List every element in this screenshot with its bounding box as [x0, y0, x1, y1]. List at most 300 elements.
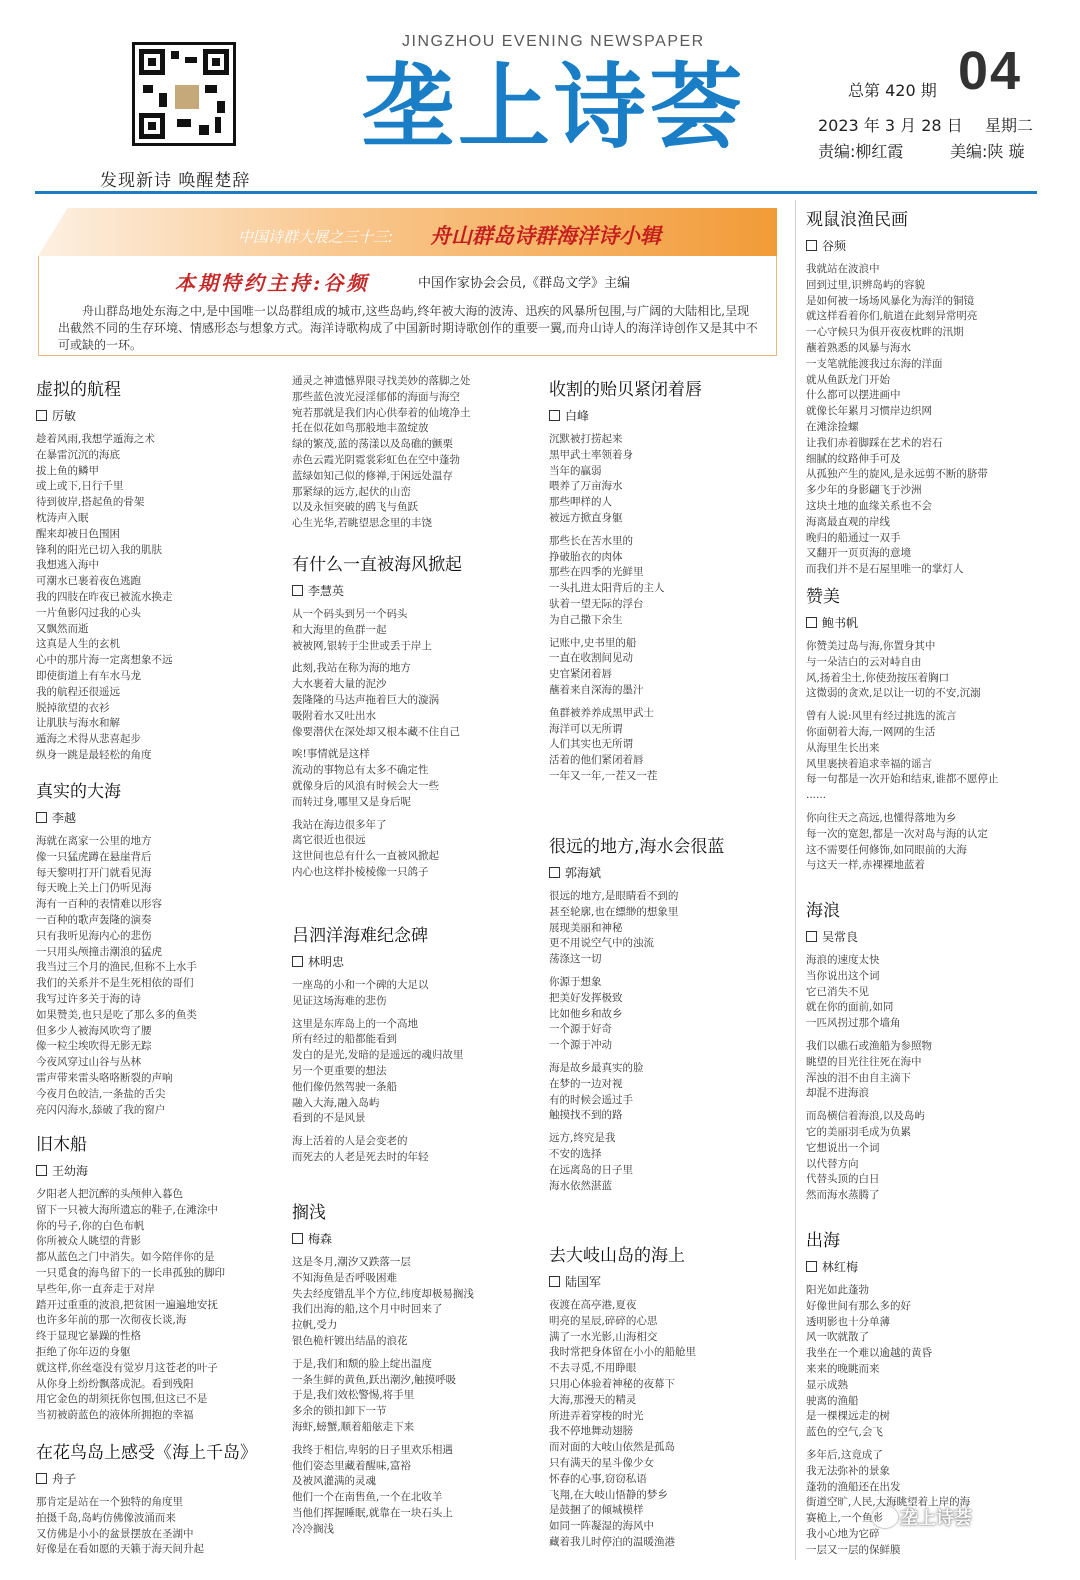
poem-author: 舟子: [36, 1470, 276, 1487]
designer-credit: 美编:陕 璇: [950, 142, 1025, 161]
poem-line: 以及永恒突破的鸥飞与鱼跃: [292, 501, 418, 514]
poem-line: 让我们赤着脚踩在艺术的岩石: [806, 436, 943, 449]
poem-body: [36, 432, 276, 764]
poem-line: 唉!事情就是这样: [292, 748, 370, 761]
poem-line: 脱掉欲望的衣衫: [36, 701, 110, 714]
poem-author: 林红梅: [806, 1258, 1042, 1275]
poem-line: 银色桅杆镀出结晶的浪花: [292, 1334, 408, 1347]
host-role: 中国作家协会会员,《群岛文学》主编: [418, 276, 631, 291]
poem-author: 王幼海: [36, 1162, 276, 1179]
poem-line: ......: [806, 789, 827, 802]
poem-author: 梅森: [292, 1230, 532, 1247]
poem-line: 或上或下,日行千里: [36, 480, 124, 493]
poem-line: 我的航程还很遥远: [36, 685, 120, 698]
poem-line: 我时常把身体留在小小的船舱里: [549, 1346, 696, 1359]
poem-line: 这是冬月,潮汐又跌落一层: [292, 1256, 411, 1268]
poem-line: [549, 699, 785, 706]
poem-line: 又飘然而逝: [36, 622, 89, 635]
wechat-icon: [872, 1506, 898, 1528]
poem-line: 我当过三个月的渔民,但称不上水手: [36, 961, 197, 974]
poem-line: 又翻开一页页海的意境: [806, 547, 911, 560]
poem-line: 拉帆,受力: [292, 1319, 338, 1332]
poem-line: 阳光如此蓬勃: [806, 1284, 869, 1296]
poem-line: 但多少人被海风吹弯了腰: [36, 1024, 152, 1037]
poem-line: 拔上鱼的鳞甲: [36, 464, 99, 477]
poem: [292, 550, 532, 881]
poem-line: 风里裹挟着追求幸福的谣言: [806, 757, 932, 770]
poem-line: 与一朵洁白的云对峙自由: [806, 655, 922, 668]
poem-body: [292, 374, 532, 532]
poem-line: 早些年,你一直奔走于对岸: [36, 1282, 155, 1295]
poem-line: 藏着我儿时停泊的温暖渔港: [549, 1535, 675, 1548]
poem-line: 喂养了万亩海水: [549, 480, 623, 493]
poem-line: 都从蓝色之门中消失。如今陪伴你的是: [36, 1251, 215, 1264]
poem-line: 我站在海边很多年了: [292, 818, 387, 831]
poem-title: 有什么一直被海风掀起: [292, 555, 462, 575]
poem-line: 在暴雷沉沉的海底: [36, 448, 120, 461]
poem-line: 海上活着的人是会变老的: [292, 1135, 408, 1148]
poem-line: 宛若那就是我们内心供奉着的仙境净土: [292, 406, 471, 419]
masthead-title: 垄上诗荟: [362, 54, 747, 161]
poem-line: 那些蓝色波光浸淫郁郁的海面与海空: [292, 390, 460, 403]
poem-line: 绿的繁茂,蓝的荡漾以及岛礁的颤栗: [292, 438, 453, 451]
poem-line: 一片鱼影闪过我的心头: [36, 606, 141, 619]
poem-line: 遁海之术得从悲喜起步: [36, 733, 141, 746]
poem-line: [806, 1032, 1042, 1039]
poem-title: 海浪: [806, 901, 840, 921]
poem-line: 沉默被打捞起来: [549, 433, 623, 445]
poem-line: 待到彼岸,搭起鱼的骨架: [36, 496, 145, 509]
poem-line: 飞翔,在大岐山悟静的梦乡: [549, 1488, 668, 1501]
poem-line: 那些呷样的人: [549, 496, 612, 509]
poem-line: [549, 527, 785, 534]
poem-line: 你赞美过岛与海,你置身其中: [806, 640, 936, 652]
poem-line: 我们出海的船,这个月中时回来了: [292, 1303, 443, 1316]
poem-line: 更不用说空气中的浊流: [549, 937, 654, 950]
poem: [806, 205, 1042, 578]
poem-line: 蘸着熟悉的风暴与海水: [806, 341, 911, 354]
poem-line: 所有经过的船都能看到: [292, 1033, 397, 1046]
poem-line: 蓝绿如知己似的修禅,于闲远处温存: [292, 469, 453, 482]
poem-line: 却混不进海浪: [806, 1087, 869, 1100]
poem-line: 展现美丽和神秘: [549, 921, 623, 934]
poem-line: 透明影也十分单薄: [806, 1315, 890, 1328]
poem-line: 就这样看着你们,航道在此刻异常明亮: [806, 310, 978, 323]
poem-line: 是鼓捆了的倾城模样: [549, 1504, 644, 1517]
poem-line: 那些长在苦水里的: [549, 534, 633, 547]
poem-line: 今夜风穿过山谷与丛林: [36, 1056, 141, 1069]
poem: [806, 582, 1042, 874]
poem-line: 而岛横信着海浪,以及岛屿: [806, 1110, 925, 1123]
poem-line: 如果赞美,也只是吃了那么多的鱼类: [36, 1008, 197, 1021]
poem-body: [549, 432, 785, 785]
poem-title: 吕泗洋海难纪念碑: [292, 926, 428, 946]
poem-line: 在梦的一边对视: [549, 1077, 623, 1090]
poem-title: 收割的贻贝紧闭着唇: [549, 380, 702, 400]
poem-line: 史官紧闭着唇: [549, 668, 612, 681]
poem-line: 细腻的纹路伸手可及: [806, 452, 901, 465]
poem-author: 谷频: [806, 237, 1042, 254]
poem-line: 当年的贏弱: [549, 464, 602, 477]
poem-line: 在远离岛的日子里: [549, 1163, 633, 1176]
poem: [36, 1438, 276, 1558]
poem-line: 眺望的目光往往死在海中: [806, 1055, 922, 1068]
poem-line: 亮闪闪海水,舔破了我的窗户: [36, 1103, 166, 1116]
poem-line: 拍摄千岛,岛屿仿佛像波涌而来: [36, 1511, 176, 1524]
poem-line: 远方,终究是我: [549, 1132, 616, 1145]
poem-line: 曾有人说:风里有经过挑选的流言: [806, 710, 957, 723]
poem-line: 用它金色的胡须抚你包围,但这已不是: [36, 1393, 208, 1406]
poem-line: 像要潜伏在深处却又根本藏不住自己: [292, 725, 460, 738]
poem-title: 真实的大海: [36, 782, 121, 802]
poem-line: 风,扬着尘土,你使劲按压着胸口: [806, 671, 950, 684]
poem: [549, 1241, 785, 1551]
poem: [549, 832, 785, 1194]
poem-line: 明亮的星辰,碎碎的心思: [549, 1314, 658, 1327]
poem-line: 一个源于冲动: [549, 1039, 612, 1052]
poem-line: 多少年的身影翩飞于沙洲: [806, 484, 922, 497]
poem-line: 一百种的歌声轰隆的演奏: [36, 913, 152, 926]
poem-line: 通灵之神遗憾界限寻找美妙的落脚之处: [292, 375, 471, 387]
poem-line: 怀春的心事,窃窃私语: [549, 1472, 647, 1485]
qr-code: [132, 42, 236, 146]
poem-line: 什么都可以摆进画中: [806, 389, 901, 402]
publish-date: 2023 年 3 月 28 日: [818, 116, 963, 135]
poem-title: 赞美: [806, 587, 840, 607]
poem-line: 只有满天的星斗像少女: [549, 1456, 654, 1469]
poem-line: 今夜月色皎洁,一条盐的舌尖: [36, 1087, 166, 1100]
poem-line: 你的号子,你的白色布帆: [36, 1219, 145, 1232]
poem: [36, 1130, 276, 1424]
poem-title: 旧木船: [36, 1135, 87, 1155]
poem-line: 这真是人生的玄机: [36, 638, 120, 651]
poem-author: 李越: [36, 809, 276, 826]
poem-body: [549, 889, 785, 1194]
poem-line: 踏开过重重的波浪,把贫困一遍遍地安抚: [36, 1298, 218, 1311]
poem-line: 以代替方向: [806, 1157, 859, 1170]
poem-line: 鱼群被养养成黑甲武士: [549, 706, 654, 719]
poem-body: [549, 1298, 785, 1551]
poem-line: 又仿佛是小小的盆景摆放在圣湖中: [36, 1527, 194, 1540]
poem-line: 蓝色的空气,会飞: [806, 1426, 883, 1439]
poem-line: 一直在收割间见动: [549, 652, 633, 665]
poem-line: 驶离的渔船: [806, 1394, 859, 1407]
poem-line: 你面朝着大海,一网网的生活: [806, 725, 936, 738]
poem-line: 当他们挥握睡眠,就靠在一块石头上: [292, 1506, 453, 1519]
poem-author: 鲍书帆: [806, 614, 1042, 631]
poem-line: 而对面的大岐山依然是孤岛: [549, 1441, 675, 1454]
poem-line: 我就站在波浪中: [806, 263, 880, 275]
poem-line: 一头扎进太阳背后的主人: [549, 582, 665, 595]
poem-line: 当初被蔚蓝色的液体所拥抱的幸福: [36, 1409, 194, 1422]
poem-line: 他们一个在南售鱼,一个在北收羊: [292, 1491, 443, 1504]
poem-line: 你向往天之高远,也懂得落地为乡: [806, 811, 957, 824]
poem-line: 我的四肢在昨夜已被流水换走: [36, 590, 173, 603]
poem-author: 吴常良: [806, 928, 1042, 945]
poem-line: 我们以礁石或渔船为参照物: [806, 1039, 932, 1052]
poem-line: 那些在四季的光鲜里: [549, 566, 644, 579]
weekday: 星期二: [985, 116, 1034, 135]
poem-line: 像一只猛虎蹲在悬崖背后: [36, 850, 152, 863]
poem-body: [36, 1187, 276, 1424]
poem-line: 纵身一跳是最轻松的角度: [36, 748, 152, 761]
poem-line: 大海,那漫天的精灵: [549, 1393, 637, 1406]
poem: [806, 896, 1042, 1204]
poem-line: [549, 1054, 785, 1061]
poem-line: 醒来却被日色围困: [36, 527, 120, 540]
poem-line: 好像世间有那么多的好: [806, 1299, 911, 1312]
poem-line: 而死去的人老是死去时的年轻: [292, 1150, 429, 1163]
poem-line: 及被风灌满的灵魂: [292, 1475, 376, 1488]
poem-line: [292, 1436, 532, 1443]
poem-line: 比如他乡和故乡: [549, 1007, 623, 1020]
poem-line: 看到的不是风景: [292, 1112, 366, 1125]
poem-author: 林明忠: [292, 953, 532, 970]
poem-line: [806, 1441, 1042, 1448]
poem-line: 这微弱的贪欢,足以让一切的不安,沉溺: [806, 687, 981, 700]
poem-line: 满了一水光影,山海相交: [549, 1330, 658, 1343]
poem-line: 这世间也总有什么一直被风掀起: [292, 850, 439, 863]
poem-title: 去大岐山岛的海上: [549, 1246, 685, 1266]
poem-line: 另一个更重要的想法: [292, 1064, 387, 1077]
poem-body: [806, 953, 1042, 1204]
poem-line: 流动的事物总有太多不确定性: [292, 764, 429, 777]
poem-line: 于是,我们效松警惕,将手里: [292, 1389, 415, 1402]
poem-body: [806, 639, 1042, 874]
poem-line: 不安的选择: [549, 1147, 602, 1160]
poem-line: 在滩涂捡螺: [806, 420, 859, 433]
feature-title: 舟山群岛诗群海洋诗小辑: [430, 224, 661, 248]
feature-intro: 舟山群岛地处东海之中,是中国唯一以岛群组成的城市,这些岛屿,终年被大海的波涛、迅疾的风暴所包围,与广阔的大陆相比,呈现出截然不同的生存环境、情感形态与想象方式。海洋诗歌构成了中国新时期诗歌创作的重要一翼,而舟山诗人的海洋诗创作又是其中不可或缺的一环。: [58, 304, 758, 352]
poem-line: 海水依然湛蓝: [549, 1179, 612, 1192]
poem-author: 陆国军: [549, 1273, 785, 1290]
poem-title: 虚拟的航程: [36, 380, 121, 400]
poem-line: 街道空旷,人民,大海眺望着上岸的海: [806, 1496, 971, 1509]
poem-line: 一个源于好奇: [549, 1023, 612, 1036]
poem-line: 被被网,银转于尘世或丢于岸上: [292, 639, 432, 652]
poem-line: 此刻,我站在称为海的地方: [292, 662, 411, 675]
poem-line: 轰隆隆的马达声拖着巨大的漩涡: [292, 693, 439, 706]
poem: [36, 375, 276, 764]
poem-line: 锋利的阳光已切入我的肌肤: [36, 543, 162, 556]
poem-line: 从你身上纷纷飘落成泥。看到残阳: [36, 1377, 194, 1390]
poem-author: 白峰: [549, 407, 785, 424]
poem-line: 有的时候会遥过手: [549, 1093, 633, 1106]
poem-line: 拒绝了你年迈的身躯: [36, 1345, 131, 1358]
poem-line: 风一吹就散了: [806, 1331, 869, 1344]
poem-line: 甚至轮廓,也在缥缈的想象里: [549, 905, 679, 918]
poem-line: 海就在离家一公里的地方: [36, 835, 152, 847]
poem-line: 终于显现它暴躁的性格: [36, 1330, 141, 1343]
poem-body: [806, 262, 1042, 578]
poem-line: 发白的是光,发暗的是遥远的魂归故里: [292, 1049, 464, 1062]
poem-line: 像一粒尘埃吹得无影无踪: [36, 1040, 152, 1053]
poem-line: 只用心体验着神秘的夜幕下: [549, 1377, 675, 1390]
poem-line: 一层又一层的保鲜膜: [806, 1543, 901, 1556]
poem-line: 失去经度错乱半个方位,纬度却极易搁浅: [292, 1287, 474, 1300]
poem-line: 驮着一望无际的浮台: [549, 597, 644, 610]
poem-body: [36, 1495, 276, 1558]
poem-line: 可潮水已裹着夜色逃跑: [36, 575, 141, 588]
poem-line: 不知海鱼是否呼吸困难: [292, 1271, 397, 1284]
poem-line: 就在你的面前,如同: [806, 1001, 894, 1014]
poem-author: 郭海斌: [549, 864, 785, 881]
poem-line: 我终于相信,卑躬的日子里欢乐相遇: [292, 1443, 453, 1456]
poem-line: 人们其实也无所谓: [549, 738, 633, 751]
poem-line: 所进弄着穿梭的时光: [549, 1409, 644, 1422]
slogan: 发现新诗 唤醒楚辞: [100, 171, 251, 191]
poem-line: [292, 654, 532, 661]
poem-line: 就像长年累月习惯岸边织网: [806, 405, 932, 418]
poem-line: 只有我听见海内心的悲伤: [36, 929, 152, 942]
poem-line: [292, 1010, 532, 1017]
poem-line: 心中的那片海一定离想象不远: [36, 654, 173, 667]
poem-line: 他们像仍然驾驶一条船: [292, 1080, 397, 1093]
poem-line: 我写过许多关于海的诗: [36, 992, 141, 1005]
poem-body: [292, 607, 532, 881]
poem-line: 一支笔就能渡我过东海的洋面: [806, 357, 943, 370]
poem-line: [292, 811, 532, 818]
newspaper-english-name: JINGZHOU EVENING NEWSPAPER: [402, 33, 705, 50]
poem-line: 就这样,你丝毫没有觉岁月这苍老的叶子: [36, 1361, 218, 1374]
poem-line: 一匹风拐过那个墙角: [806, 1017, 901, 1030]
poem-author: 李慧英: [292, 582, 532, 599]
poem-line: 这不需要任何修饰,如同眼前的大海: [806, 843, 967, 856]
poem-line: [806, 702, 1042, 709]
poem-line: 回到过里,识辨岛屿的容貌: [806, 278, 925, 291]
poem-line: 好像是在看如愿的天籁于海天间升起: [36, 1543, 204, 1556]
poem-line: 趁着风雨,我想学遁海之术: [36, 433, 155, 445]
poem-line: 夕阳老人把沉醉的头颅伸入暮色: [36, 1188, 183, 1200]
poem-line: 每天晚上关上门仍听见海: [36, 882, 152, 895]
poem-line: 蘸着来自深海的墨汁: [549, 683, 644, 696]
poem-line: 从海里生长出来: [806, 741, 880, 754]
poem-line: [549, 968, 785, 975]
poem-line: 与这天一样,赤裸裸地蓝着: [806, 859, 925, 872]
poem-line: 内心也这样扑棱棱像一只鸽子: [292, 865, 429, 878]
poem-line: 而我们并不是石屋里唯一的掌灯人: [806, 563, 964, 576]
poem-line: 挣破胎衣的肉体: [549, 550, 623, 563]
poem-line: [806, 1102, 1042, 1109]
poem-line: [549, 1124, 785, 1131]
poem-line: 也许多年前的那一次彻夜长谈,海: [36, 1314, 187, 1327]
poem-title: 观鼠浪渔民画: [806, 210, 908, 230]
editor-credit: 责编:柳红霞: [818, 142, 904, 161]
poem-line: 这块土地的血缘关系也不会: [806, 499, 932, 512]
poem-line: 即使街道上有车水马龙: [36, 669, 141, 682]
poem-line: 海有一百种的表情难以形容: [36, 898, 162, 911]
poem-title: 很远的地方,海水会很蓝: [549, 837, 725, 857]
poem-line: 一条生鲜的黄鱼,跃出潮汐,触摸呼吸: [292, 1373, 457, 1386]
poem-line: 海虾,螃蟹,顺着船舷走下来: [292, 1420, 415, 1433]
poem-line: 从孤独产生的旋风,是永远剪不断的脐带: [806, 468, 988, 481]
poem-line: 一只用头颅撞击潮浪的猛虎: [36, 945, 162, 958]
poem-line: 每一次的宽恕,都是一次对岛与海的认定: [806, 827, 988, 840]
poem-line: 见证这场海难的悲伤: [292, 994, 387, 1007]
poem-line: 那肯定是站在一个独特的角度里: [36, 1496, 183, 1508]
poem-body: [36, 834, 276, 1118]
poem-line: 于是,我们和颓的脸上绽出温度: [292, 1357, 432, 1370]
poem-line: 海离最直观的岸线: [806, 515, 890, 528]
poem-line: 海洋可以无所谓: [549, 722, 623, 735]
poem-line: 然而海水蒸腾了: [806, 1189, 880, 1202]
feature-series: 中国诗群大展之三十三:: [238, 228, 394, 246]
poem-line: 荡涤这一切: [549, 953, 602, 966]
poem-line: 晚归的船通过一双手: [806, 531, 901, 544]
poem-line: 被远方掀直身躯: [549, 511, 623, 524]
poem-line: 多余的锁扣卸下一节: [292, 1405, 387, 1418]
poem-line: 黑甲武士率领着身: [549, 448, 633, 461]
poem-line: 冷冷搁浅: [292, 1522, 334, 1535]
poem-line: 一年又一年,一茬又一茬: [549, 769, 658, 782]
poem-line: 我不停地舞动翅膀: [549, 1425, 633, 1438]
poem-line: 我想逃入海中: [36, 559, 99, 572]
poem: [292, 374, 532, 532]
poem-line: 留下一只被大海所遗忘的鞋子,在滩涂中: [36, 1203, 218, 1216]
poem-line: 而转过身,哪里又是身后呢: [292, 795, 411, 808]
poem-line: 一心守候只为俱开夜夜枕畔的汛期: [806, 326, 964, 339]
poem-body: [292, 1255, 532, 1538]
poem-author: 厉敏: [36, 407, 276, 424]
poem-line: 浑浊的泪不由自主滴下: [806, 1071, 911, 1084]
poem-line: 一只觅食的海鸟留下的一长串孤独的脚印: [36, 1266, 225, 1279]
column-divider: [795, 200, 796, 1560]
poem-line: 每天黎明打开门就看见海: [36, 866, 152, 879]
poem-line: [549, 629, 785, 636]
poem-line: [806, 804, 1042, 811]
poem-line: 离它很近也很远: [292, 834, 366, 847]
poem-line: 是如何被一场场风暴化为海洋的铜镜: [806, 294, 974, 307]
poem-title: 在花鸟岛上感受《海上千岛》: [36, 1443, 257, 1463]
watermark: 垄上诗荟: [900, 1508, 972, 1529]
poem-line: 当你说出这个词: [806, 969, 880, 982]
poem-line: 它已消失不见: [806, 985, 869, 998]
poem-line: 吸附着水又吐出水: [292, 709, 376, 722]
poem-line: 蓬勃的渔船还在出发: [806, 1480, 901, 1493]
poem: [292, 921, 532, 1166]
poem-line: 显示成熟: [806, 1378, 848, 1391]
poem-line: 活着的他们紧闭着唇: [549, 754, 644, 767]
poem-line: 雷声带来雷头咯咯断裂的声响: [36, 1071, 173, 1084]
feature-banner: [38, 208, 777, 256]
poem-line: 他们姿态里藏着醒味,富裕: [292, 1459, 411, 1472]
poem-line: 我坐在一个难以逾越的黄昏: [806, 1347, 932, 1360]
poem-line: 不去寻觅,不用睁眼: [549, 1362, 637, 1375]
feature-host: 本期特约主持:谷频: [175, 271, 370, 295]
poem-line: 那紧绿的远方,起伏的山峦: [292, 485, 411, 498]
poem-body: [292, 978, 532, 1166]
poem-line: 海浪的速度太快: [806, 954, 880, 966]
poem-line: 枕涛声入眠: [36, 511, 89, 524]
poem: [292, 1198, 532, 1538]
poem-line: 触摸找不到的路: [549, 1109, 623, 1122]
poem-line: 大水裹着大量的泥沙: [292, 678, 387, 691]
poem-line: [292, 740, 532, 747]
poem-line: 代替头顶的白日: [806, 1173, 880, 1186]
poem-line: 一座岛的小和一个碑的大足以: [292, 979, 429, 991]
poem-line: 很远的地方,是眼睛看不到的: [549, 890, 679, 902]
poem-line: 夜渡在高亭港,夏夜: [549, 1299, 637, 1311]
poem: [36, 777, 276, 1118]
poem-title: 出海: [806, 1231, 840, 1251]
poem-line: 融入大海,融入岛屿: [292, 1096, 380, 1109]
poem-line: 就从鱼跃龙门开始: [806, 373, 890, 386]
poem-line: 赛桅上,一个鱼影: [806, 1512, 883, 1525]
poem-line: 这里是东库岛上的一个高地: [292, 1017, 418, 1030]
poem-line: 和大海里的鱼群一起: [292, 623, 387, 636]
poem: [549, 375, 785, 785]
header-divider: [35, 191, 1037, 194]
